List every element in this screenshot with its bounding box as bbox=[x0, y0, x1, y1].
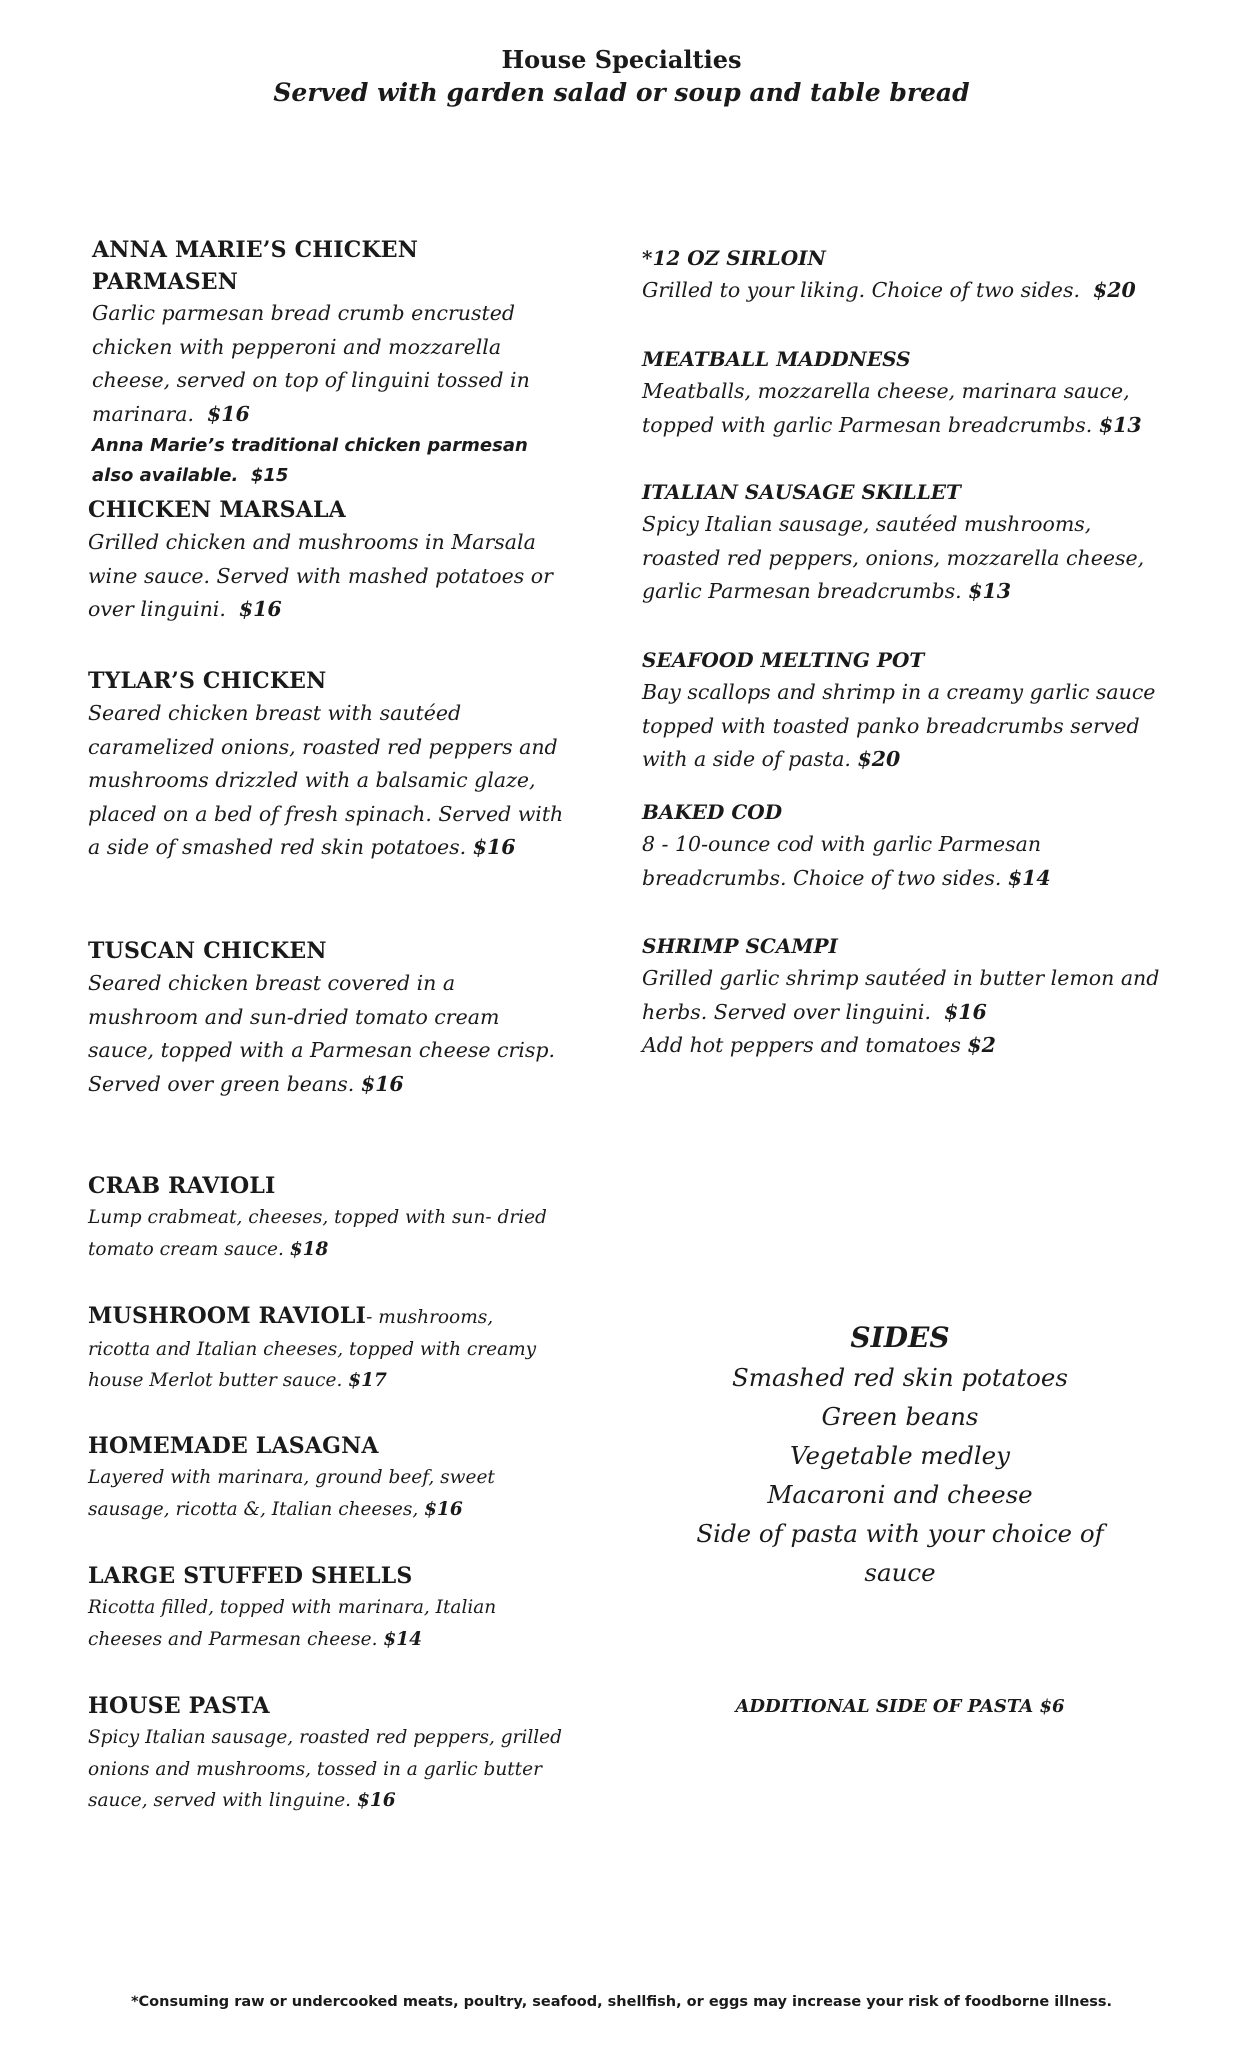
item-price: $14 bbox=[383, 1628, 422, 1650]
description-text: Spicy Italian sausage, roasted red peppers, grilled onions and mushrooms, tossed in a garlic butter sauce, served with linguine. bbox=[88, 1727, 562, 1811]
item-name: CRAB RAVIOLI bbox=[88, 1173, 276, 1199]
food-safety-disclaimer: *Consuming raw or undercooked meats, poultry, seafood, shellfish, or eggs may increase your risk of foodborne illness. bbox=[130, 1994, 1113, 2010]
item-description bbox=[88, 1202, 558, 1265]
note-price: $15 bbox=[250, 465, 289, 486]
item-price: $16 bbox=[360, 1071, 404, 1096]
item-price: $16 bbox=[238, 597, 282, 621]
item-name: TYLAR’S CHICKEN bbox=[88, 668, 327, 694]
item-description bbox=[88, 1462, 558, 1525]
item-description bbox=[88, 1592, 558, 1655]
item-price: $16 bbox=[424, 1498, 463, 1520]
side-item: Green beans bbox=[821, 1402, 979, 1431]
sides-section bbox=[680, 1318, 1120, 1592]
description-text: Meatballs, mozzarella cheese, marinara sauce, topped with garlic Parmesan breadcrumbs. bbox=[642, 379, 1130, 437]
item-name: LARGE STUFFED SHELLS bbox=[88, 1563, 413, 1589]
extra-price: $2 bbox=[967, 1033, 996, 1057]
menu-item-sirloin bbox=[642, 242, 1162, 308]
menu-item-large-stuffed-shells bbox=[88, 1560, 558, 1655]
menu-item-house-pasta bbox=[88, 1690, 568, 1817]
page-title: House Specialties bbox=[501, 45, 742, 74]
item-price: $13 bbox=[1098, 412, 1142, 437]
side-item: Macaroni and cheese bbox=[767, 1480, 1033, 1509]
item-price: $18 bbox=[289, 1238, 329, 1260]
item-description bbox=[642, 508, 1162, 609]
menu-item-tuscan-chicken bbox=[88, 935, 566, 1101]
menu-item-meatball-maddness bbox=[642, 343, 1162, 442]
item-description bbox=[88, 1300, 558, 1397]
description-text: Seared chicken breast covered in a mushroom and sun-dried tomato cream sauce, topped with a Parmesan cheese crisp. Served over green beans. bbox=[88, 971, 556, 1096]
description-text: Grilled garlic shrimp sautéed in butter lemon and herbs. Served over linguini. bbox=[642, 966, 1160, 1024]
item-name: BAKED COD bbox=[642, 800, 783, 824]
item-note bbox=[92, 431, 562, 491]
description-text: Grilled to your liking. Choice of two sides. bbox=[642, 278, 1080, 302]
menu-header bbox=[0, 44, 1243, 110]
menu-item-tylars-chicken bbox=[88, 665, 566, 865]
item-name: HOUSE PASTA bbox=[88, 1693, 270, 1719]
additional-side-note: ADDITIONAL SIDE OF PASTA $6 bbox=[735, 1696, 1065, 1717]
description-text: Garlic parmesan bread crumb encrusted chicken with pepperoni and mozzarella cheese, served on top of linguini tossed in marinara. bbox=[92, 301, 530, 426]
menu-item-italian-sausage-skillet bbox=[642, 476, 1162, 609]
description-text: Layered with marinara, ground beef, sweet sausage, ricotta &, Italian cheeses, bbox=[88, 1467, 495, 1520]
side-item: Smashed red skin potatoes bbox=[731, 1363, 1068, 1392]
description-text: Grilled chicken and mushrooms in Marsala wine sauce. Served with mashed potatoes or over linguini. bbox=[88, 530, 553, 621]
menu-item-homemade-lasagna bbox=[88, 1430, 558, 1525]
item-price: $14 bbox=[1007, 865, 1051, 890]
item-price: $16 bbox=[207, 401, 250, 426]
item-price: $16 bbox=[356, 1790, 396, 1811]
item-name: *12 OZ SIRLOIN bbox=[642, 246, 826, 270]
item-name: HOMEMADE LASAGNA bbox=[88, 1433, 379, 1459]
item-description bbox=[88, 1722, 568, 1817]
item-description bbox=[88, 967, 566, 1101]
item-description bbox=[642, 962, 1162, 1029]
item-description bbox=[88, 697, 566, 865]
menu-item-chicken-parmasen bbox=[92, 234, 562, 491]
menu-item-chicken-marsala bbox=[88, 494, 558, 627]
item-name: ITALIAN SAUSAGE SKILLET bbox=[642, 480, 961, 504]
item-name: ANNA MARIE’S CHICKEN PARMASEN bbox=[92, 237, 419, 295]
menu-item-shrimp-scampi bbox=[642, 930, 1162, 1063]
extra-text: Add hot peppers and tomatoes bbox=[642, 1033, 961, 1057]
page-subtitle: Served with garden salad or soup and table bread bbox=[273, 78, 970, 107]
menu-item-seafood-melting-pot bbox=[642, 644, 1167, 777]
sides-title: SIDES bbox=[850, 1321, 950, 1354]
item-price: $16 bbox=[944, 999, 987, 1024]
item-name: CHICKEN MARSALA bbox=[88, 497, 346, 523]
item-description bbox=[88, 526, 558, 627]
side-item: Side of pasta with your choice of bbox=[696, 1519, 1104, 1548]
menu-item-baked-cod bbox=[642, 796, 1162, 895]
item-extra bbox=[642, 1029, 1162, 1063]
description-text: - mushrooms, ricotta and Italian cheeses, topped with creamy house Merlot butter sauce. bbox=[88, 1307, 537, 1391]
item-description bbox=[642, 274, 1162, 308]
description-text: Spicy Italian sausage, sautéed mushrooms, roasted red peppers, onions, mozzarella cheese, garlic Parmesan breadcrumbs. bbox=[642, 512, 1145, 603]
item-name: TUSCAN CHICKEN bbox=[88, 938, 327, 964]
description-text: Bay scallops and shrimp in a creamy garlic sauce topped with toasted panko breadcrumbs served with a side of pasta. bbox=[642, 680, 1156, 771]
item-price: $20 bbox=[857, 747, 901, 771]
item-name: SHRIMP SCAMPI bbox=[642, 934, 838, 958]
description-text: Ricotta filled, topped with marinara, Italian cheeses and Parmesan cheese. bbox=[88, 1597, 497, 1650]
menu-item-mushroom-ravioli bbox=[88, 1300, 558, 1397]
item-price: $13 bbox=[968, 579, 1011, 603]
menu-item-crab-ravioli bbox=[88, 1170, 558, 1265]
item-name: MUSHROOM RAVIOLI bbox=[88, 1303, 367, 1329]
side-item: sauce bbox=[864, 1558, 936, 1587]
item-description bbox=[642, 676, 1167, 777]
item-description bbox=[642, 828, 1162, 895]
item-name: MEATBALL MADDNESS bbox=[642, 347, 911, 371]
item-price: $20 bbox=[1093, 278, 1136, 302]
item-name: SEAFOOD MELTING POT bbox=[642, 648, 925, 672]
description-text: Seared chicken breast with sautéed caramelized onions, roasted red peppers and mushrooms drizzled with a balsamic glaze, placed on a bed of fresh spinach. Served with a side of smashed red skin potatoes. bbox=[88, 701, 564, 859]
description-text: 8 - 10-ounce cod with garlic Parmesan breadcrumbs. Choice of two sides. bbox=[642, 832, 1042, 890]
item-price: $17 bbox=[348, 1370, 387, 1391]
note-text: Anna Marie’s traditional chicken parmesan also available. bbox=[92, 435, 528, 486]
description-text: Lump crabmeat, cheeses, topped with sun- dried tomato cream sauce. bbox=[88, 1207, 547, 1260]
item-description bbox=[642, 375, 1162, 442]
side-item: Vegetable medley bbox=[790, 1441, 1010, 1470]
item-price: $16 bbox=[472, 835, 516, 859]
item-description bbox=[92, 297, 562, 431]
